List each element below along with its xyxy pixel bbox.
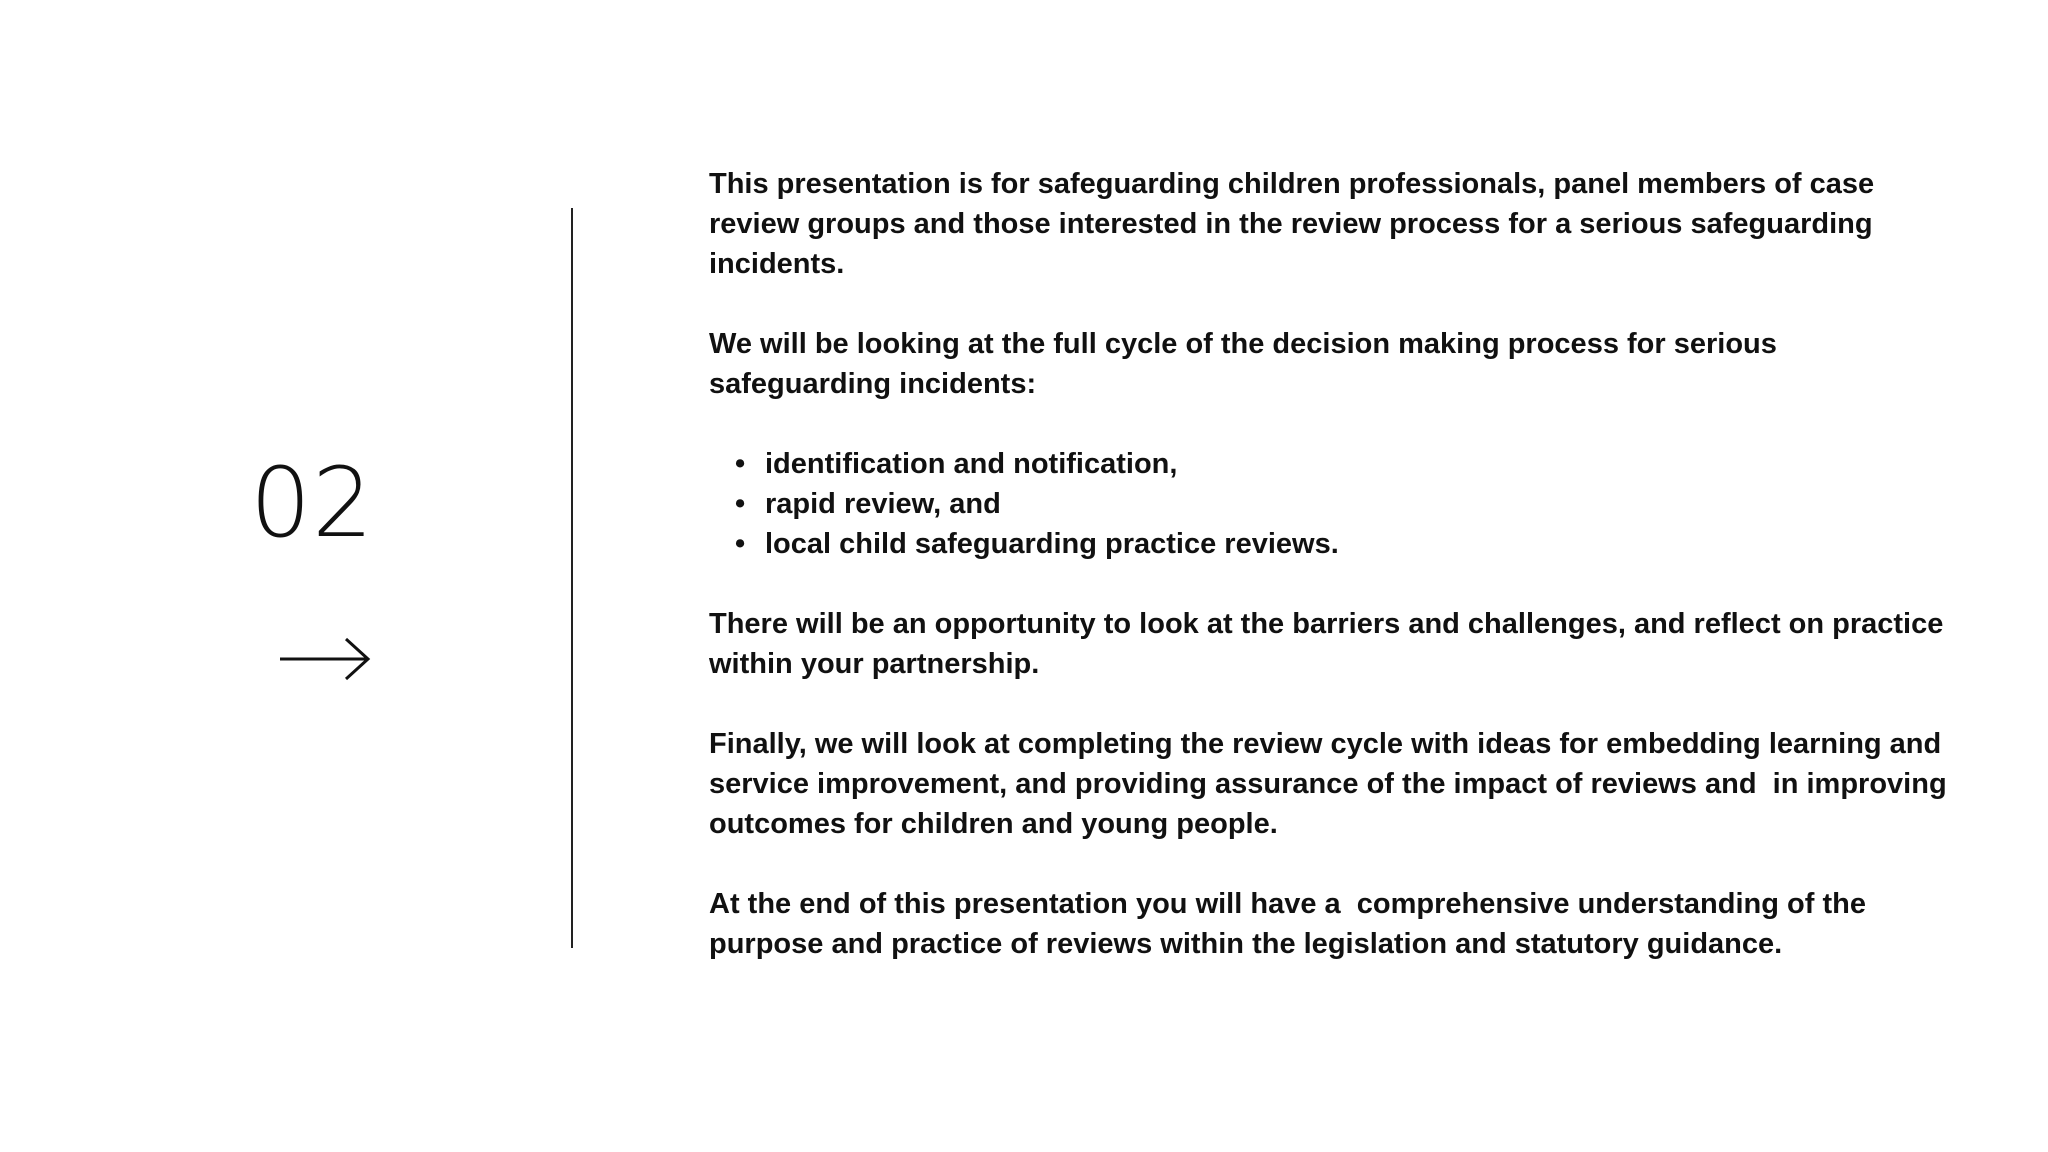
- slide-body: [709, 164, 1955, 1004]
- intro-paragraph: This presentation is for safeguarding children professionals, panel members of case review groups and those interested in the review process for a serious safeguarding incidents.: [709, 168, 1883, 280]
- bullet-icon: •: [735, 488, 746, 520]
- vertical-divider: [571, 208, 573, 948]
- finally-paragraph: Finally, we will look at completing the review cycle with ideas for embedding learning and service improvement, and providing assurance of the impact of reviews and in improving outcomes for children and young people.: [709, 728, 1955, 840]
- bullet-icon: •: [735, 528, 746, 560]
- process-list: [709, 444, 1949, 564]
- opportunity-paragraph: There will be an opportunity to look at the barriers and challenges, and reflect on practice within your partnership.: [709, 608, 1952, 680]
- slide-number: 02: [250, 447, 375, 559]
- end-paragraph: At the end of this presentation you will have a comprehensive understanding of the purpose and practice of reviews within the legislation and statutory guidance.: [709, 888, 1875, 960]
- list-item-text: local child safeguarding practice reviews.: [765, 528, 1339, 560]
- list-item: [709, 484, 1949, 524]
- looking-paragraph: We will be looking at the full cycle of the decision making process for serious safeguarding incidents:: [709, 328, 1785, 400]
- list-item: [709, 524, 1949, 564]
- arrow-right-icon: [278, 636, 372, 682]
- list-item-text: identification and notification,: [765, 448, 1178, 480]
- list-item-text: rapid review, and: [765, 488, 1001, 520]
- list-item: [709, 444, 1949, 484]
- bullet-icon: •: [735, 448, 746, 480]
